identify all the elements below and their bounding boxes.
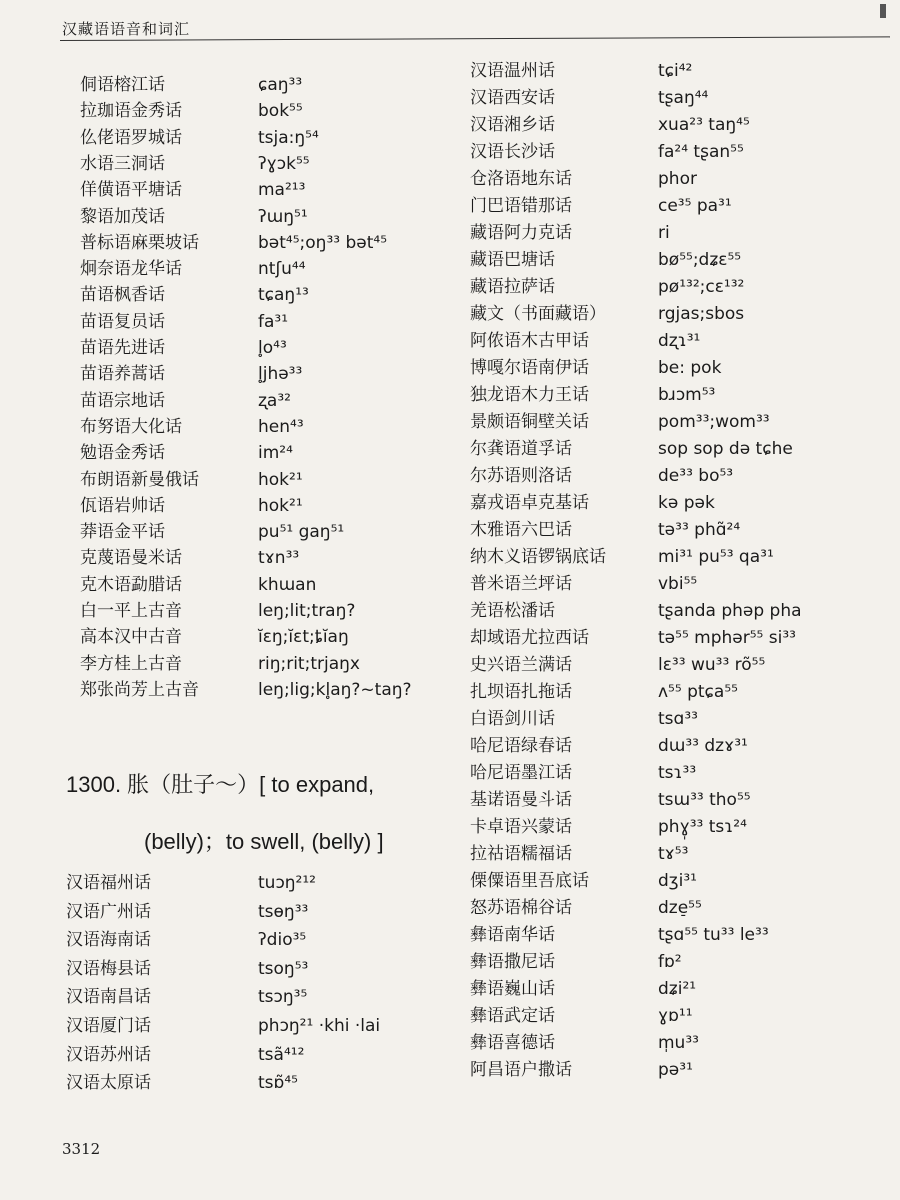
language-name: 郑张尚芳上古音 [80,679,199,700]
language-name: 彝语南华话 [470,925,555,945]
language-name: 黎语加茂话 [80,206,165,227]
word-form: m̩u³³ [658,1033,699,1053]
language-name: 水语三洞话 [80,153,165,174]
language-name: 哈尼语墨江话 [470,763,572,783]
word-form: bət⁴⁵;oŋ³³ bət⁴⁵ [258,232,388,253]
word-form: tɤ⁵³ [658,844,689,864]
word-form: phor [658,169,697,189]
language-name: 汉语长沙话 [470,142,555,162]
word-form: dɯ³³ dzɤ³¹ [658,736,748,756]
language-name: 尔龚语道孚话 [470,439,572,459]
word-form: bok⁵⁵ [258,101,303,122]
word-form: hen⁴³ [258,416,304,437]
language-name: 羌语松潘话 [470,601,555,621]
word-form: ri [658,223,670,243]
word-form: tsɵŋ³³ [258,901,309,922]
word-form: khɯan [258,574,317,595]
word-form: hok²¹ [258,469,303,490]
language-name: 卡卓语兴蒙话 [470,817,572,837]
language-name: 景颇语铜壁关话 [470,412,589,432]
language-name: 克蔑语曼米话 [80,548,182,569]
language-name: 李方桂上古音 [80,653,182,674]
language-name: 汉语梅县话 [66,958,151,979]
language-name: 汉语温州话 [470,61,555,81]
language-name: 苗语宗地话 [80,390,165,411]
word-form: kə pək [658,493,715,513]
language-name: 苗语先进话 [80,338,165,358]
word-form: tə⁵⁵ mphər⁵⁵ si³³ [658,628,796,648]
language-name: 独龙语木力王话 [470,385,589,405]
language-name: 藏语阿力克话 [470,223,572,243]
language-name: 勉语金秀话 [80,443,165,464]
language-name: 普标语麻栗坡话 [80,232,199,253]
language-name: 汉语南昌话 [66,987,151,1008]
word-form: tsɔŋ³⁵ [258,987,308,1008]
word-form: bø⁵⁵;dʑɛ⁵⁵ [658,250,742,270]
word-form: tsã⁴¹² [258,1044,305,1065]
entry-heading-line2: (belly)；to swell, (belly) ] [144,829,384,854]
word-form: dʑi²¹ [658,979,697,999]
word-form: pom³³;wom³³ [658,412,770,432]
word-form: sop sop də tɕhe [658,439,793,459]
language-name: 藏语巴塘话 [470,250,555,270]
word-form: hok²¹ [258,495,303,516]
word-form: ma²¹³ [258,180,306,201]
language-name: 莽语金平话 [80,522,165,543]
language-name: 布朗语新曼俄话 [80,469,199,490]
word-form: xua²³ taŋ⁴⁵ [658,115,750,135]
word-form: pø¹³²;cɛ¹³² [658,277,745,297]
language-name: 苗语复员话 [80,311,165,332]
language-name: 拉祜语糯福话 [470,844,572,864]
language-name: 藏语拉萨话 [470,277,555,297]
word-form: fɒ² [658,952,682,972]
word-form: ce³⁵ pa³¹ [658,196,732,216]
language-name: 哈尼语绿春话 [470,736,572,756]
language-name: 汉语福州话 [66,873,151,893]
word-form: tuɔŋ²¹² [258,873,316,893]
word-form: de³³ bo⁵³ [658,466,734,486]
language-name: 纳木义语锣锅底话 [470,547,606,567]
language-name: 木雅语六巴话 [470,520,572,540]
page-number: 3312 [62,1140,101,1158]
word-form: riŋ;rit;trjaŋx [258,653,360,674]
word-form: tsoŋ⁵³ [258,958,309,979]
language-name: 普米语兰坪话 [470,574,572,594]
language-name: 侗语榕江话 [80,75,165,95]
language-name: 门巴语错那话 [470,196,572,216]
language-name: 仫佬语罗城话 [80,127,182,148]
language-name: 炯奈语龙华话 [80,259,182,280]
language-name: 彝语武定话 [470,1006,555,1026]
word-form: ʐa³² [258,390,291,411]
word-form: ntʃu⁴⁴ [258,259,306,280]
language-name: 阿昌语户撒话 [470,1060,572,1080]
word-form: phɣ̩³³ tsɿ²⁴ [658,817,747,837]
word-form: pə³¹ [658,1060,693,1080]
language-name: 汉语海南话 [66,930,151,951]
language-name: 高本汉中古音 [80,627,182,648]
language-name: 怒苏语棉谷话 [470,898,572,918]
language-name: 基诺语曼斗话 [470,790,572,810]
language-name: 苗语养蒿话 [80,364,165,385]
language-name: 嘉戎语卓克基话 [470,493,589,513]
word-form: ʔɣɔk⁵⁵ [258,153,310,174]
language-name: 白语剑川话 [470,709,555,729]
language-name: 白一平上古音 [80,601,182,621]
language-name: 汉语西安话 [470,88,555,108]
word-form: fa²⁴ tʂan⁵⁵ [658,142,744,162]
word-form: rgjas;sbos [658,304,745,324]
word-form: ɕaŋ³³ [258,75,303,95]
language-name: 汉语苏州话 [66,1044,151,1065]
entry-heading-line1: 1300. 胀（肚子～）[ to expand, [66,772,375,797]
language-name: 佯僙语平塘话 [80,180,182,201]
language-name: 博嘎尔语南伊话 [470,358,589,378]
word-form: mi³¹ pu⁵³ qa³¹ [658,547,774,567]
word-form: tʂaŋ⁴⁴ [658,88,709,108]
word-form: tʂanda phəp pha [658,601,802,621]
language-name: 彝语巍山话 [470,979,555,999]
language-name: 汉语湘乡话 [470,115,555,135]
language-name: 布努语大化话 [80,416,182,437]
language-name: 却域语尤拉西话 [470,628,589,648]
language-name: 彝语喜德话 [470,1033,555,1053]
word-form: fa³¹ [258,311,289,332]
word-form: ɣɒ¹¹ [658,1006,693,1026]
word-form: dʐɿ³¹ [658,331,701,351]
word-form: tsɿ³³ [658,763,697,783]
word-form: im²⁴ [258,443,293,464]
word-form: pu⁵¹ gaŋ⁵¹ [258,522,345,543]
word-form: leŋ;lig;kl̥aŋ?~taŋ? [258,679,412,700]
word-form: tsɒ̃⁴⁵ [258,1073,298,1094]
language-name: 汉语广州话 [66,901,151,922]
word-form: ĭɛŋ;ĭɛt;ȶĭaŋ [258,627,349,648]
corner-mark [880,4,886,18]
word-form: tsɯ³³ tho⁵⁵ [658,790,751,810]
running-header: 汉藏语语音和词汇 [62,20,191,38]
word-form: phɔŋ²¹ ·khi ·lai [258,1016,381,1036]
word-form: dze̠⁵⁵ [658,898,702,918]
word-form: tə³³ phɑ̃²⁴ [658,520,741,540]
word-form: be: pok [658,358,722,378]
word-form: tʂɑ⁵⁵ tu³³ le³³ [658,925,769,945]
language-name: 仓洛语地东话 [470,169,572,189]
word-form: ʌ⁵⁵ ptɕa⁵⁵ [658,682,738,702]
word-form: ʔdio³⁵ [258,930,307,951]
word-form: tɕaŋ¹³ [258,285,309,306]
word-form: tsɑ³³ [658,709,698,729]
language-name: 汉语太原话 [66,1073,151,1094]
word-form: tsja:ŋ⁵⁴ [258,127,319,148]
word-form: lɛ³³ wu³³ rõ⁵⁵ [658,655,766,675]
language-name: 彝语撒尼话 [470,952,555,972]
word-form: leŋ;lit;traŋ? [258,601,356,621]
word-form: tɕi⁴² [658,61,693,81]
language-name: 苗语枫香话 [80,285,165,306]
language-name: 史兴语兰满话 [470,655,572,675]
word-form: bɹɔm⁵³ [658,385,716,405]
word-form: l̥o⁴³ [258,338,287,358]
language-name: 汉语厦门话 [66,1016,151,1036]
language-name: 拉珈语金秀话 [80,101,182,122]
word-form: dʒi³¹ [658,871,697,891]
word-form: vbi⁵⁵ [658,574,698,594]
language-name: 克木语勐腊话 [80,574,182,595]
word-form: l̥jhə³³ [258,364,303,385]
language-name: 尔苏语则洛话 [470,466,572,486]
word-form: ʔɯŋ⁵¹ [258,206,308,227]
language-name: 扎坝语扎拖话 [470,682,572,702]
language-name: 傈僳语里吾底话 [470,871,589,891]
word-form: tɤn³³ [258,548,300,569]
language-name: 阿侬语木古甲话 [470,331,589,351]
language-name: 佤语岩帅话 [80,495,165,516]
language-name: 藏文（书面藏语） [470,304,606,324]
